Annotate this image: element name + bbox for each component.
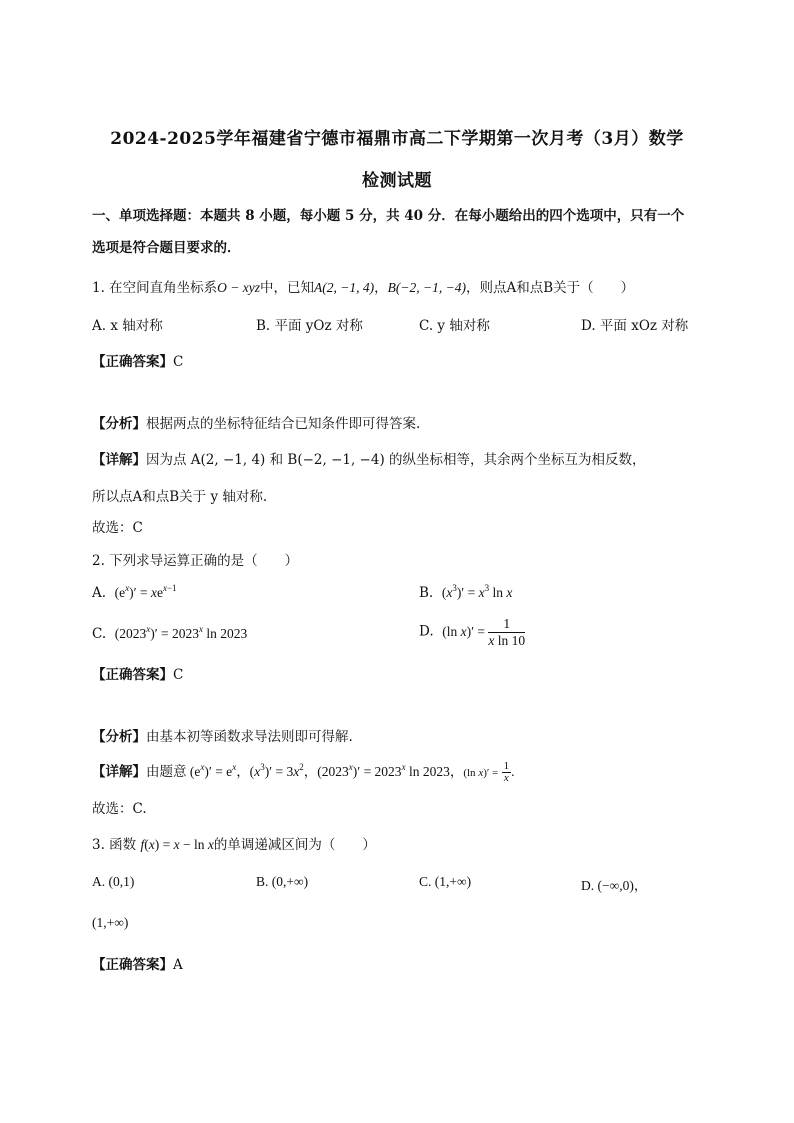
q1-option-b: B. 平面 yOz 对称 — [256, 318, 363, 334]
q1-option-d: D. 平面 xOz 对称 — [581, 318, 689, 334]
q2-choice: 故选：C. — [92, 801, 147, 817]
section-heading: 一、单项选择题：本题共 8 小题，每小题 5 分，共 40 分．在每小题给出的四个选项中，只有一个 — [92, 208, 685, 224]
q1-analysis: 【分析】根据两点的坐标特征结合已知条件即可得答案. — [92, 416, 421, 432]
q2-option-c-math: $(2023^x)' = 2023^x$ ln 2023 — [114, 624, 248, 641]
question-2-stem: 2. 下列求导运算正确的是（ ） — [92, 553, 299, 569]
q3-function: f(x) = x − ln x — [140, 837, 214, 852]
q3-answer: 【正确答案】A — [92, 957, 183, 973]
q2-option-d-math: (ln x)′ = $\frac{1}{\text{x ln 10}}$ — [442, 616, 526, 648]
q3-option-d: D. (−∞,0)， — [581, 878, 648, 893]
q2-option-a-math: $(e^x)' = xe^{x-1}$ — [114, 583, 177, 600]
q1-detail-cont: 所以点A和点B关于 y 轴对称. — [92, 489, 268, 505]
q3-option-c: C. (1,+∞) — [419, 874, 472, 889]
q2-analysis: 【分析】由基本初等函数求导法则即可得解. — [92, 729, 353, 745]
question-1-stem: 1. 在空间直角坐标系O − xyz中，已知A(2, −1, 4)，B(−2, −1, −4)，则点A和点B关于（ ） — [92, 280, 635, 296]
q1-option-a: A. x 轴对称 — [92, 318, 163, 334]
q2-option-c: C. $(2023^x)' = 2023^x$ ln 2023 — [92, 624, 248, 642]
section-heading-cont: 选项是符合题目要求的． — [92, 240, 241, 256]
q3-option-b: B. (0,+∞) — [256, 874, 309, 889]
q2-option-b: B. $(x^3)' = x^3$ ln x — [419, 583, 513, 601]
document-title: 2024-2025学年福建省宁德市福鼎市高二下学期第一次月考（3月）数学 — [110, 129, 684, 149]
q1-answer: 【正确答案】C — [92, 354, 184, 370]
q2-detail: 【详解】由题意 $(e^x)' = e^x$，$(x^3)' = 3x^2$，$(2023^x)' = 2023^x$ ln 2023，(ln x)′ = $\frac{1}{x}$ . — [92, 760, 515, 785]
q2-option-d: D. (ln x)′ = $\frac{1}{\text{x ln 10}}$ — [419, 616, 526, 648]
q1-choice: 故选：C — [92, 520, 143, 536]
q2-option-a: A. $(e^x)' = xe^{x-1}$ — [92, 583, 177, 601]
question-3-stem: 3. 函数 f(x) = x − ln x的单调递减区间为（ ） — [92, 837, 376, 853]
q3-option-d-cont: (1,+∞) — [92, 915, 129, 930]
q1-option-c: C. y 轴对称 — [419, 318, 490, 334]
q3-option-a: A. (0,1) — [92, 874, 135, 889]
point-a: A(2, −1, 4) — [314, 280, 375, 295]
coordinate-system: O − xyz — [217, 280, 261, 295]
q1-detail: 【详解】因为点 A(2, −1, 4) 和 B(−2, −1, −4) 的纵坐标相等，其余两个坐标互为相反数， — [92, 452, 646, 468]
point-b: B(−2, −1, −4) — [387, 280, 466, 295]
document-subtitle: 检测试题 — [362, 171, 432, 191]
q2-detail-math: 由题意 $(e^x)' = e^x$，$(x^3)' = 3x^2$，$(2023^x)' = 2023^x$ ln 2023，(ln x)′ = $\frac{1}{x}$ . — [146, 760, 515, 785]
q2-answer: 【正确答案】C — [92, 667, 184, 683]
q2-option-b-math: $(x^3)' = x^3$ ln x — [441, 583, 513, 600]
